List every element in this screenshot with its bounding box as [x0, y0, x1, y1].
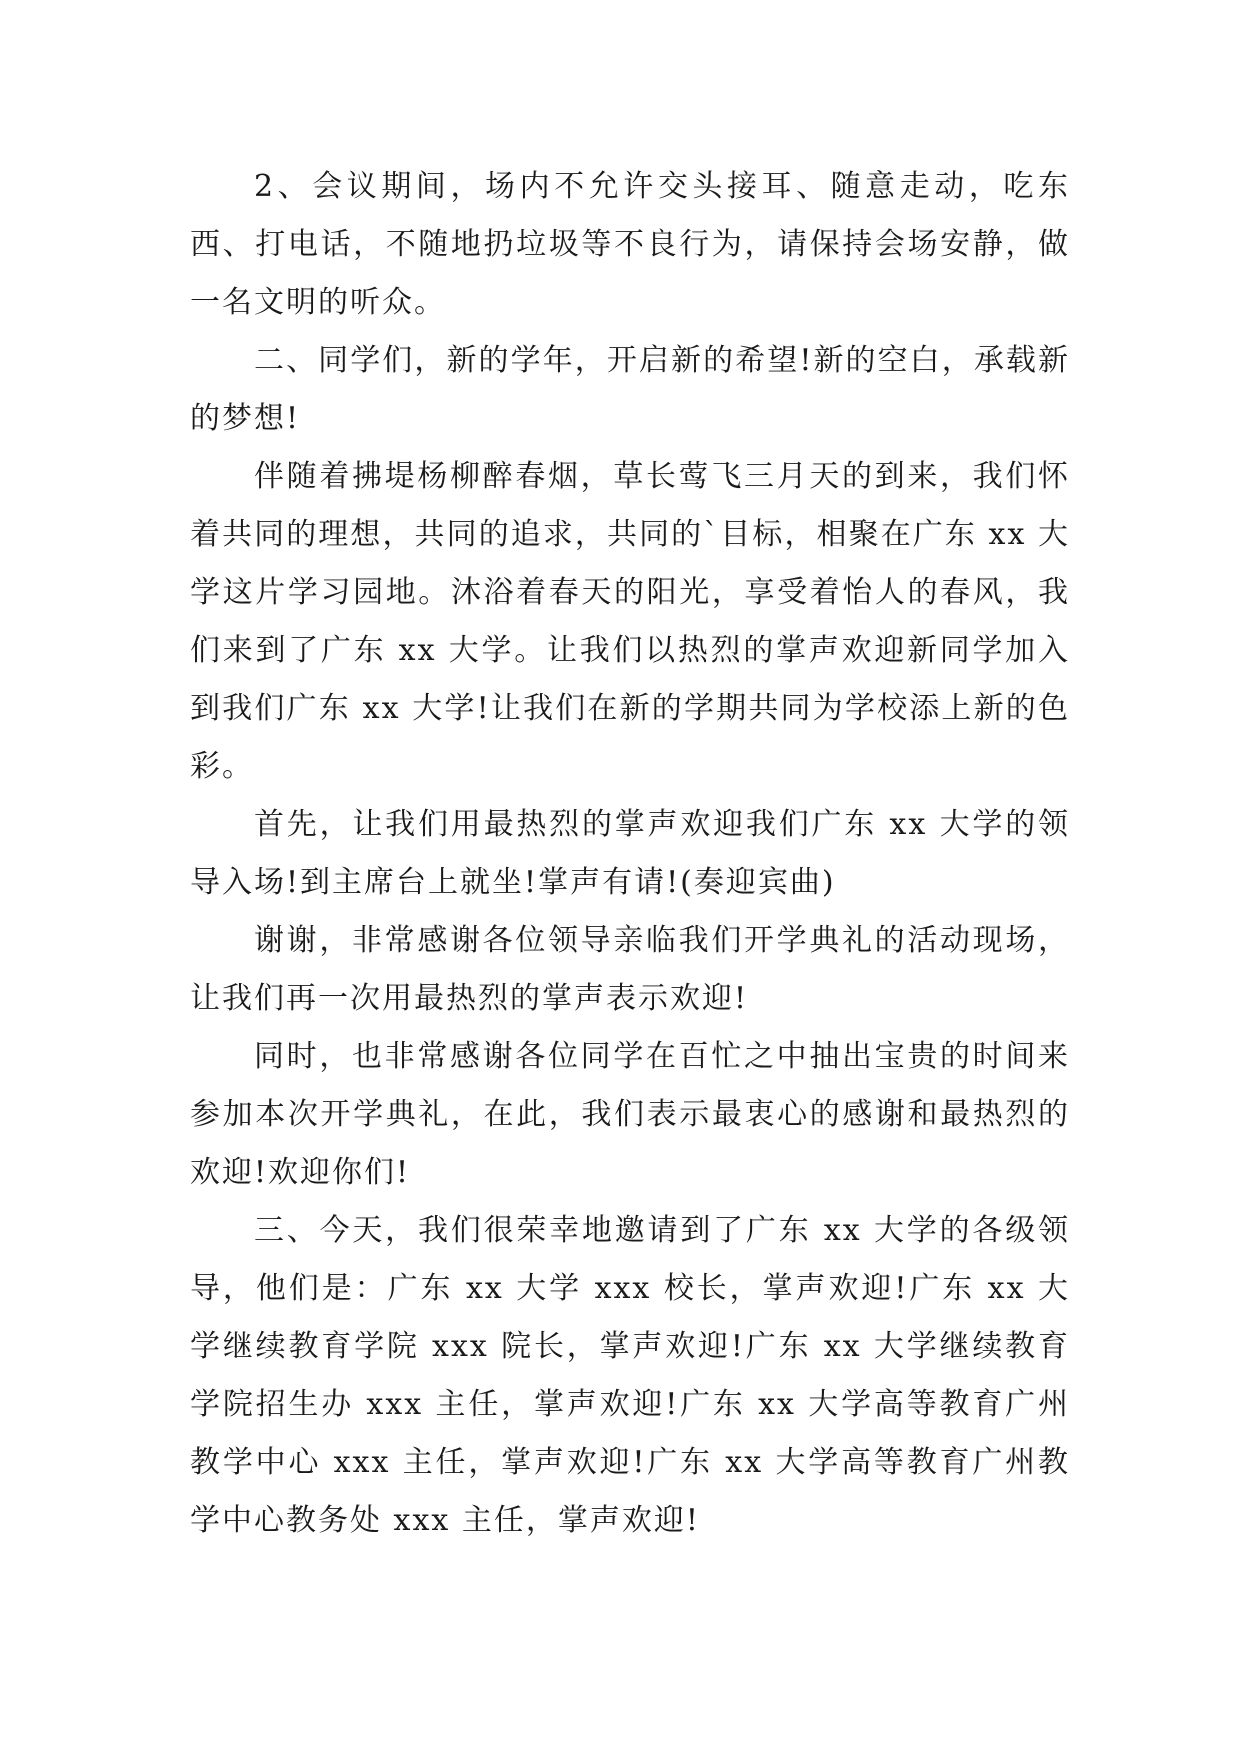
- paragraph-thanks-leaders: 谢谢，非常感谢各位领导亲临我们开学典礼的活动现场，让我们再一次用最热烈的掌声表示欢迎!: [190, 923, 1070, 1016]
- paragraph-guest-introduction: 三、今天，我们很荣幸地邀请到了广东 xx 大学的各级领导，他们是：广东 xx 大学 xxx 校长，掌声欢迎!广东 xx 大学继续教育学院 xxx 院长，掌声欢迎!广东 xx 大学继续教育学院招生办 xxx 主任，掌声欢迎!广东 xx 大学高等教育广州教学中心 xxx 主任，掌声欢迎!广东 xx 大学高等教育广州教学中心教务处 xxx 主任，掌声欢迎!: [190, 1213, 1070, 1538]
- paragraph-leaders-entrance: 首先，让我们用最热烈的掌声欢迎我们广东 xx 大学的领导入场!到主席台上就坐!掌声有请!(奏迎宾曲): [190, 807, 1070, 900]
- paragraph-new-year-hope: 二、同学们，新的学年，开启新的希望!新的空白，承载新的梦想!: [190, 343, 1070, 436]
- paragraph-spring-welcome: 伴随着拂堤杨柳醉春烟，草长莺飞三月天的到来，我们怀着共同的理想，共同的追求，共同的`目标，相聚在广东 xx 大学这片学习园地。沐浴着春天的阳光，享受着怡人的春风，我们来到了广东 xx 大学。让我们以热烈的掌声欢迎新同学加入到我们广东 xx 大学!让我们在新的学期共同为学校添上新的色彩。: [190, 459, 1070, 784]
- document-body: [190, 158, 1070, 1550]
- paragraph-thanks-students: 同时，也非常感谢各位同学在百忙之中抽出宝贵的时间来参加本次开学典礼，在此，我们表示最衷心的感谢和最热烈的欢迎!欢迎你们!: [190, 1039, 1070, 1190]
- paragraph-meeting-rules: 2、会议期间，场内不允许交头接耳、随意走动，吃东西、打电话，不随地扔垃圾等不良行为，请保持会场安静，做一名文明的听众。: [190, 169, 1070, 320]
